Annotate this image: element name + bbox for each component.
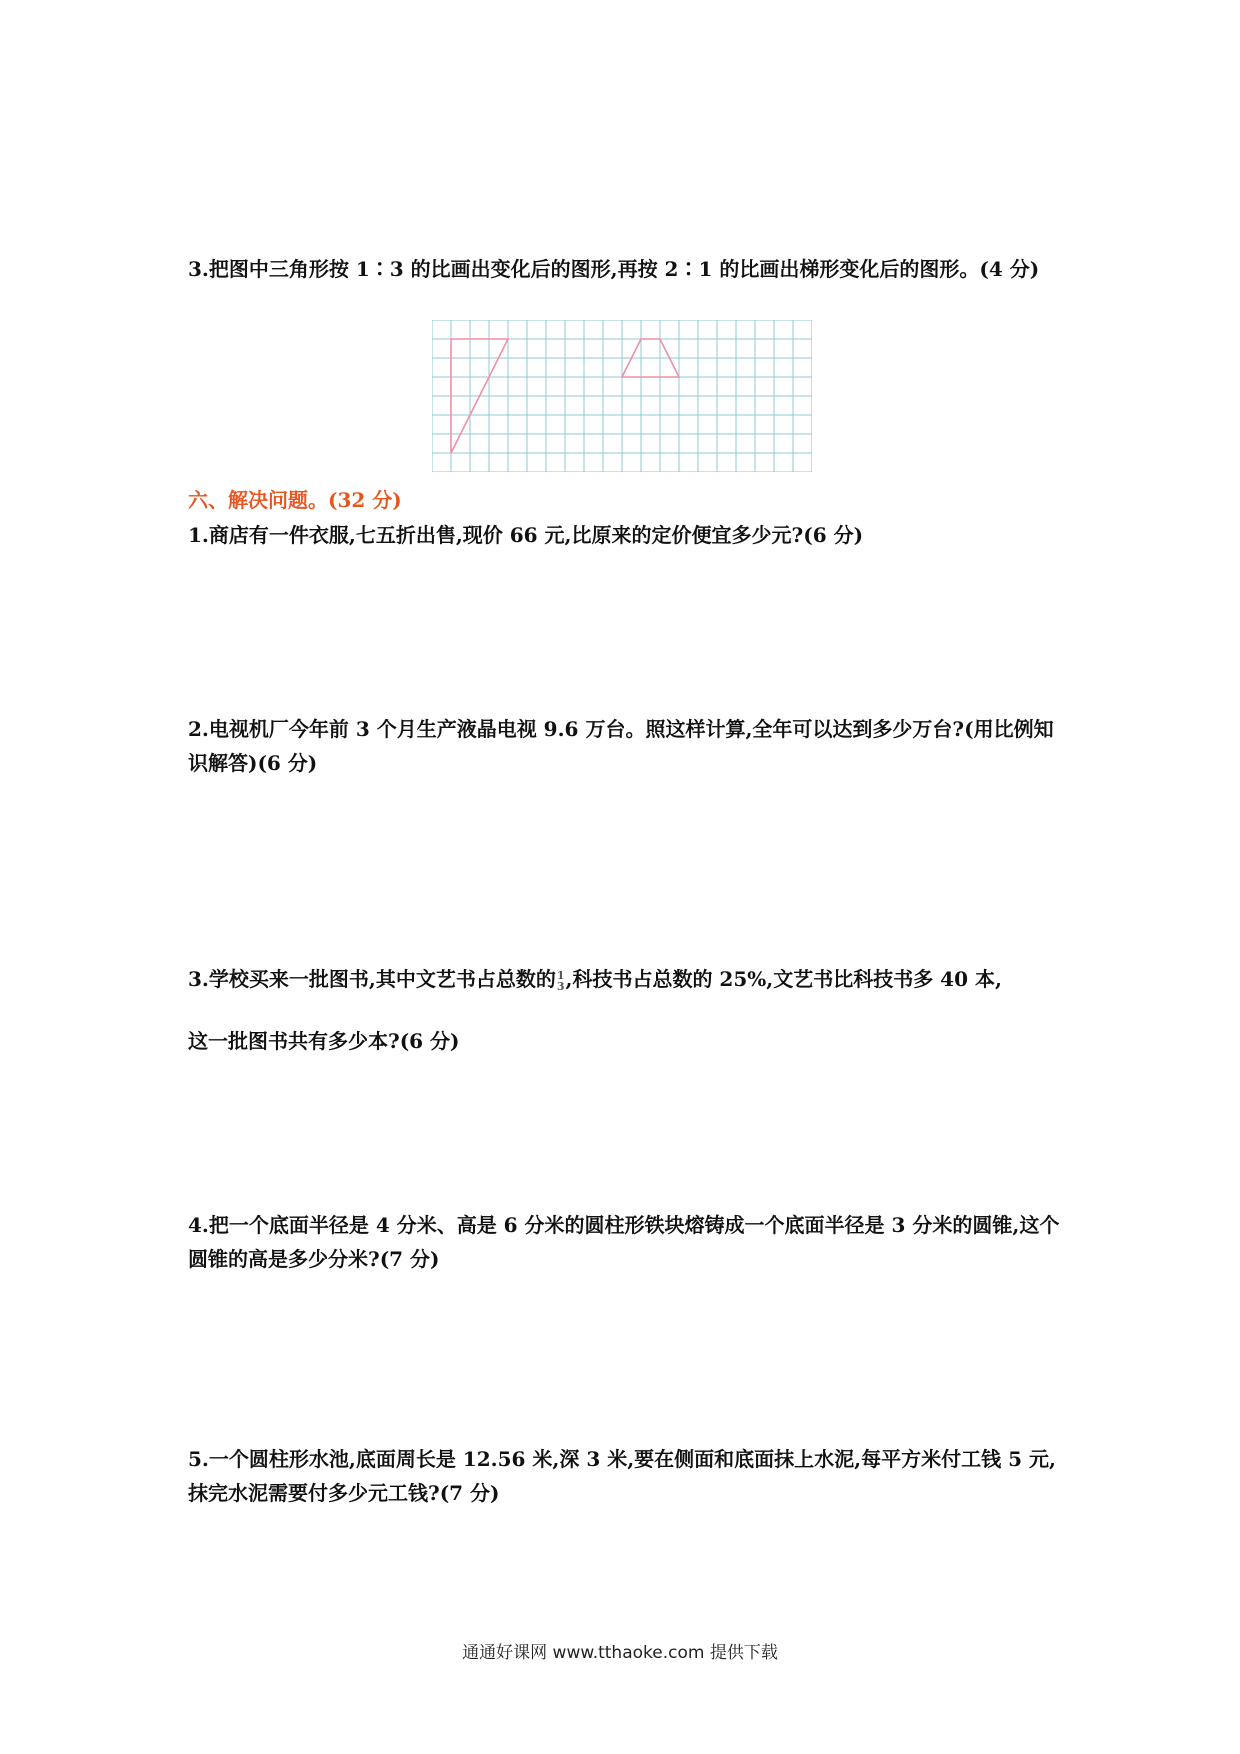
grid-figure xyxy=(432,320,812,472)
problem-3-part2: ,科技书占总数的 25%,文艺书比科技书多 40 本, xyxy=(565,967,1002,991)
fraction-denominator: 3 xyxy=(556,979,565,993)
question-3-drawing: 3.把图中三角形按 1∶3 的比画出变化后的图形,再按 2∶1 的比画出梯形变化后的图形。(4 分) xyxy=(188,257,1040,281)
problem-3-line2: 这一批图书共有多少本?(6 分) xyxy=(188,1029,460,1053)
problem-4: 4.把一个底面半径是 4 分米、高是 6 分米的圆柱形铁块熔铸成一个底面半径是 3 分米的圆锥,这个圆锥的高是多少分米?(7 分) xyxy=(188,1213,1060,1271)
problem-1: 1.商店有一件衣服,七五折出售,现价 66 元,比原来的定价便宜多少元?(6 分) xyxy=(188,523,864,547)
drawing-grid xyxy=(432,320,812,476)
problem-3 xyxy=(188,962,1068,996)
footer-credit: 通通好课网 www.tthaoke.com 提供下载 xyxy=(462,1643,778,1663)
problem-2: 2.电视机厂今年前 3 个月生产液晶电视 9.6 万台。照这样计算,全年可以达到多少万台?(用比例知识解答)(6 分) xyxy=(188,717,1054,775)
problem-5: 5.一个圆柱形水池,底面周长是 12.56 米,深 3 米,要在侧面和底面抹上水泥,每平方米付工钱 5 元,抹完水泥需要付多少元工钱?(7 分) xyxy=(188,1447,1056,1505)
fraction-one-third xyxy=(557,970,565,992)
fraction-numerator: 1 xyxy=(556,968,565,982)
section-6-title: 六、解决问题。(32 分) xyxy=(188,488,402,512)
problem-3-part1: 3.学校买来一批图书,其中文艺书占总数的 xyxy=(188,967,556,991)
